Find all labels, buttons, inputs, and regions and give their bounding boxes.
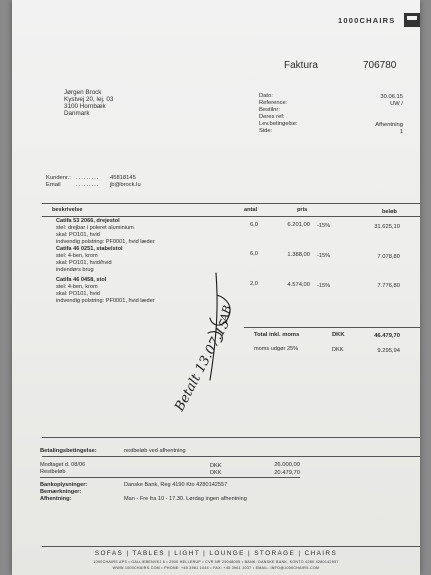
rest-value: 20.479,70 bbox=[274, 470, 300, 476]
customer-name: Jørgen Brock bbox=[64, 89, 102, 96]
header-quantity: antal bbox=[244, 207, 258, 213]
item-detail: stel: 4-ben, krom bbox=[56, 284, 98, 290]
customer-city: 3100 Hornbæk bbox=[64, 103, 106, 110]
meta-value-reference: UW / bbox=[390, 101, 403, 107]
item-detail: indvendig polstring: PF0001, hvid læder bbox=[56, 298, 155, 304]
vat-currency: DKK bbox=[332, 347, 344, 353]
invoice-sheet bbox=[12, 0, 420, 575]
paid-note: Betalt 13.07.15 bbox=[172, 317, 234, 414]
rest-currency: DKK bbox=[210, 470, 222, 476]
pickup-value: Man - Fre fra 10 - 17.30. Lørdag ingen afhentning bbox=[124, 496, 247, 502]
footer-contact: WWW.1000CHAIRS.COM • PHONE: +45 3961 1044 • FAX: +45 3961 1037 • EMAIL: INFO@1000CHAIRS.COM bbox=[112, 566, 320, 570]
header-price: pris bbox=[297, 207, 308, 213]
paid-initials: AB bbox=[217, 303, 235, 323]
meta-value-page: 1 bbox=[399, 129, 403, 135]
footer-address: 1000CHAIRS APS • GALLIEBENVEJ 6 • 2900 HELLERUP • CVR.NR 29048005 • BANK: DANSKE BANK, KONTO 4280 4280142557 bbox=[93, 560, 339, 564]
meta-label-delivery: Lev.betingelse: bbox=[259, 121, 298, 127]
invoice-number: 706780 bbox=[363, 60, 397, 71]
item-discount: -15% bbox=[317, 283, 331, 289]
terms-value: restbeløb ved afhentning bbox=[124, 448, 186, 454]
brand-logo-text: 1000CHAIRS bbox=[338, 16, 396, 25]
terms-label: Betalingsbetingelse: bbox=[40, 448, 97, 454]
meta-label-order: Bestilnr: bbox=[259, 107, 280, 113]
item-title: Catifa 53 2066, drejestol bbox=[56, 218, 120, 224]
total-value: 46.479,70 bbox=[374, 333, 400, 339]
invoice-title: Faktura bbox=[284, 60, 318, 71]
item-price: 1.388,00 bbox=[287, 252, 310, 258]
total-currency: DKK bbox=[332, 332, 345, 338]
received-label: Modtaget d. 08/06 bbox=[40, 462, 86, 468]
customer-email: jb@brock.lu bbox=[110, 182, 141, 188]
dot-leader: ......... bbox=[76, 175, 100, 181]
item-detail: indendørs brug bbox=[56, 267, 94, 273]
customer-street: Kystvej 20, lej. 03 bbox=[64, 96, 114, 103]
footer-rule bbox=[42, 546, 420, 547]
notes-label: Bemærkninger: bbox=[40, 489, 82, 495]
total-label: Total inkl. moms bbox=[254, 332, 300, 338]
item-price: 6.201,00 bbox=[287, 222, 310, 228]
vat-value: 9.295,94 bbox=[377, 348, 400, 354]
item-quantity: 2,0 bbox=[249, 281, 258, 287]
item-detail: stel: drejbar i poleret aluminium bbox=[56, 225, 134, 231]
item-amount: 7.078,80 bbox=[377, 254, 400, 260]
item-detail: skal: PO101, hvid bbox=[56, 232, 100, 238]
received-value: 26.000,00 bbox=[274, 462, 300, 468]
footer-categories: SOFAS | TABLES | LIGHT | LOUNGE | STORAGE | CHAIRS bbox=[94, 550, 338, 557]
header-amount: beløb bbox=[382, 209, 397, 215]
bank-label: Bankoplysninger: bbox=[40, 482, 88, 488]
item-price: 4.574,00 bbox=[287, 282, 310, 288]
rest-label: Restbeløb bbox=[40, 469, 66, 475]
customer-email-label: Email bbox=[46, 182, 61, 188]
pickup-label: Afhentning: bbox=[40, 496, 72, 502]
item-discount: -15% bbox=[317, 253, 331, 259]
bank-value: Danske Bank, Reg 4190 Kto 4280142557 bbox=[124, 482, 228, 488]
item-quantity: 6,0 bbox=[249, 222, 258, 228]
received-currency: DKK bbox=[210, 463, 222, 469]
item-amount: 31.625,10 bbox=[374, 224, 400, 230]
meta-label-page: Side: bbox=[259, 128, 273, 134]
meta-value-delivery: Afhentning bbox=[375, 122, 403, 128]
customer-country: Danmark bbox=[64, 110, 90, 117]
meta-label-your-ref: Deres ref: bbox=[259, 114, 285, 120]
item-title: Catifa 46 0251, stabelstol bbox=[56, 246, 123, 252]
customer-number-label: Kundenr.: bbox=[46, 175, 71, 181]
item-amount: 7.776,80 bbox=[377, 283, 400, 289]
meta-value-date: 30.06.15 bbox=[380, 94, 403, 100]
payment-top-rule bbox=[42, 437, 420, 438]
item-detail: skal: PO101, hvid bbox=[56, 291, 100, 297]
meta-label-reference: Reference: bbox=[259, 100, 288, 106]
payment-rule bbox=[40, 477, 300, 478]
item-detail: stel: 4-ben, krom bbox=[56, 253, 98, 259]
vat-label: moms udgør 25% bbox=[254, 346, 299, 352]
item-detail: skal: PO101, hvid/hvid bbox=[56, 260, 112, 266]
item-discount: -15% bbox=[317, 223, 331, 229]
customer-number: 45818145 bbox=[110, 175, 136, 181]
item-title: Catifa 46 0458, stol bbox=[56, 277, 107, 283]
dot-leader: ......... bbox=[76, 182, 100, 188]
item-detail: indvendig polstring: PF0001, hvid læder bbox=[56, 239, 155, 245]
payment-mid-rule bbox=[42, 456, 420, 457]
meta-label-date: Dato: bbox=[259, 93, 273, 99]
item-quantity: 6,0 bbox=[249, 251, 258, 257]
header-description: beskrivelse bbox=[52, 207, 83, 213]
